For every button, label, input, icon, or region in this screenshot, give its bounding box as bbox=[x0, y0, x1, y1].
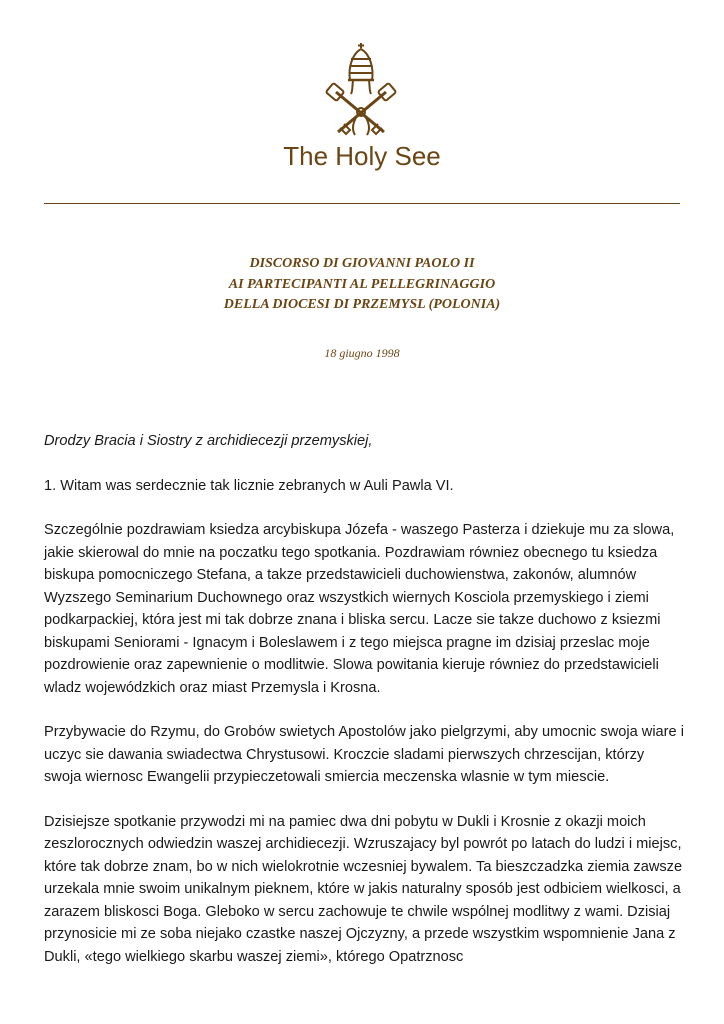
header-divider bbox=[44, 203, 680, 204]
paragraph: Szczególnie pozdrawiam ksiedza arcybiskupa Józefa - waszego Pasterza i dziekuje mu za slowa, jakie skierowal do mnie na poczatku tego spotkania. Pozdrawiam równiez obecnego tu ksiedza biskupa pomocniczego Stefana, a takze przedstawicieli duchowienstwa, zakonów, alumnów Wyzszego Seminarium Duchownego oraz wszystkich wiernych Kosciola przemyskiego i ziemi podkarpackiej, która jest mi tak dobrze znana i bliska sercu. Lacze sie takze duchowo z ksiezmi biskupami Seniorami - Ignacym i Boleslawem i z tego miejsca pragne im dzisiaj przeslac moje pozdrowienie oraz zapewnienie o modlitwie. Slowa powitania kieruje równiez do przedstawicieli wladz wojewódzkich oraz miast Przemysla i Krosna. bbox=[44, 522, 675, 696]
heading-line: DISCORSO DI GIOVANNI PAOLO II bbox=[249, 256, 475, 271]
document-body bbox=[44, 430, 684, 990]
document-heading bbox=[0, 254, 724, 316]
site-title[interactable]: The Holy See bbox=[283, 141, 441, 171]
document-date: 18 giugno 1998 bbox=[324, 346, 400, 360]
paragraph: 1. Witam was serdecznie tak licznie zebranych w Auli Pawla VI. bbox=[44, 477, 454, 494]
paragraph: Przybywacie do Rzymu, do Grobów swietych Apostolów jako pielgrzymi, aby umocnic swoja wiare i uczyc sie dawania swiadectwa Chrystusowi. Kroczcie sladami pierwszych chrzescijan, którzy swoja wiernosc Ewangelii przypieczetowali smiercia meczenska wlasnie w tym miescie. bbox=[44, 724, 684, 785]
heading-line: DELLA DIOCESI DI PRZEMYSL (POLONIA) bbox=[223, 297, 501, 312]
paragraph: Dzisiejsze spotkanie przywodzi mi na pamiec dwa dni pobytu w Dukli i Krosnie z okazji moich zeszlorocznych odwiedzin waszej archidiecezji. Wzruszajacy byl powrót po latach do ludzi i miejsc, które tak dobrze znam, bo w nich wielokrotnie wczesniej bywalem. Ta bieszczadzka ziemia zawsze urzekala mnie swoim unikalnym pieknem, które w jakis naturalny sposób jest odbiciem wielkosci, a zarazem bliskosci Boga. Gleboko w sercu zachowuje te chwile wspólnej modlitwy z wami. Dzisiaj przynosicie mi ze soba niejako czastke naszej Ojczyzny, a przede wszystkim wspomnienie Jana z Dukli, «tego wielkiego skarbu waszej ziemi», którego Opatrznosc bbox=[44, 813, 683, 965]
salutation: Drodzy Bracia i Siostry z archidiecezji przemyskiej, bbox=[44, 433, 373, 449]
papal-coat-of-arms-icon bbox=[322, 40, 400, 138]
heading-line: AI PARTECIPANTI AL PELLEGRINAGGIO bbox=[228, 276, 496, 292]
